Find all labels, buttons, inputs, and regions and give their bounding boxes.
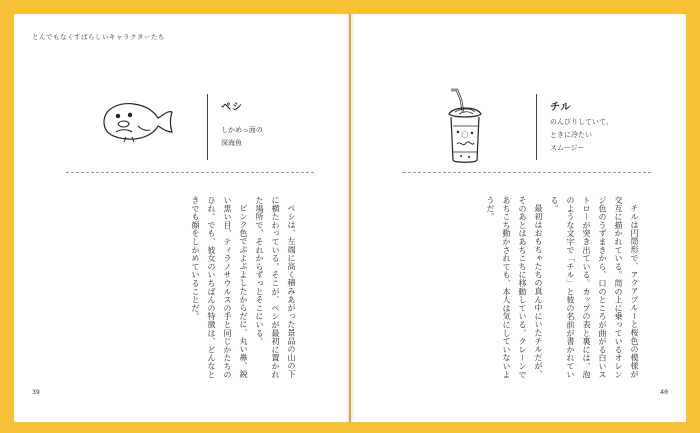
page-number: 40 <box>660 388 668 396</box>
header-divider <box>536 94 537 160</box>
body-text <box>69 196 299 380</box>
header-divider <box>207 94 208 160</box>
paragraph: チルは円筒形で、アクアブルーと桜色の模様が交互に描かれている。筒の上に乗っているオレンジ色のうずまきから、口のところが曲がる白いストローが突き出ている。カップの表と裏には、泡のような文字で「チル」と彼の名前が書かれている。 <box>550 196 639 379</box>
paragraph: 最初はおもちゃたちの真ん中にいたチルだが、そのあとはあちこちに移動している。クレーンであちこち動かされても、本人は気にしていないようだ。 <box>486 196 543 379</box>
smoothie-cup-icon <box>439 86 491 166</box>
left-page <box>14 14 349 422</box>
paragraph: ピンク色でぷよぷよしたからだに、丸い鼻、鋭い黒い目、ティラノサウルスの手と同じかたちのひれ。でも、彼女のいちばんの特徴は、どんなときでも顔をしかめていることだ。 <box>191 196 248 379</box>
paragraph: ペシは、左端に高く積みあがった景品の山の下に横たわっている。そこが、ペシが最初に置かれた場所で、それからずっとそこにいる。 <box>255 196 296 379</box>
page-number: 39 <box>32 388 40 396</box>
character-description: のんびりしていて、 ときに冷たい スムージー <box>550 118 613 152</box>
book-gutter <box>345 14 355 422</box>
character-name: ペシ <box>221 102 243 113</box>
character-description: しかめっ面の 深海魚 <box>221 126 263 147</box>
section-divider <box>66 172 314 173</box>
running-head: とんでもなくすばらしいキャラクターたち <box>32 33 165 41</box>
svg-text:〇: 〇 <box>461 131 469 139</box>
body-text <box>402 196 642 380</box>
section-divider <box>403 172 651 173</box>
character-name: チル <box>550 102 572 113</box>
right-page <box>351 14 686 422</box>
blobfish-icon <box>98 98 176 144</box>
